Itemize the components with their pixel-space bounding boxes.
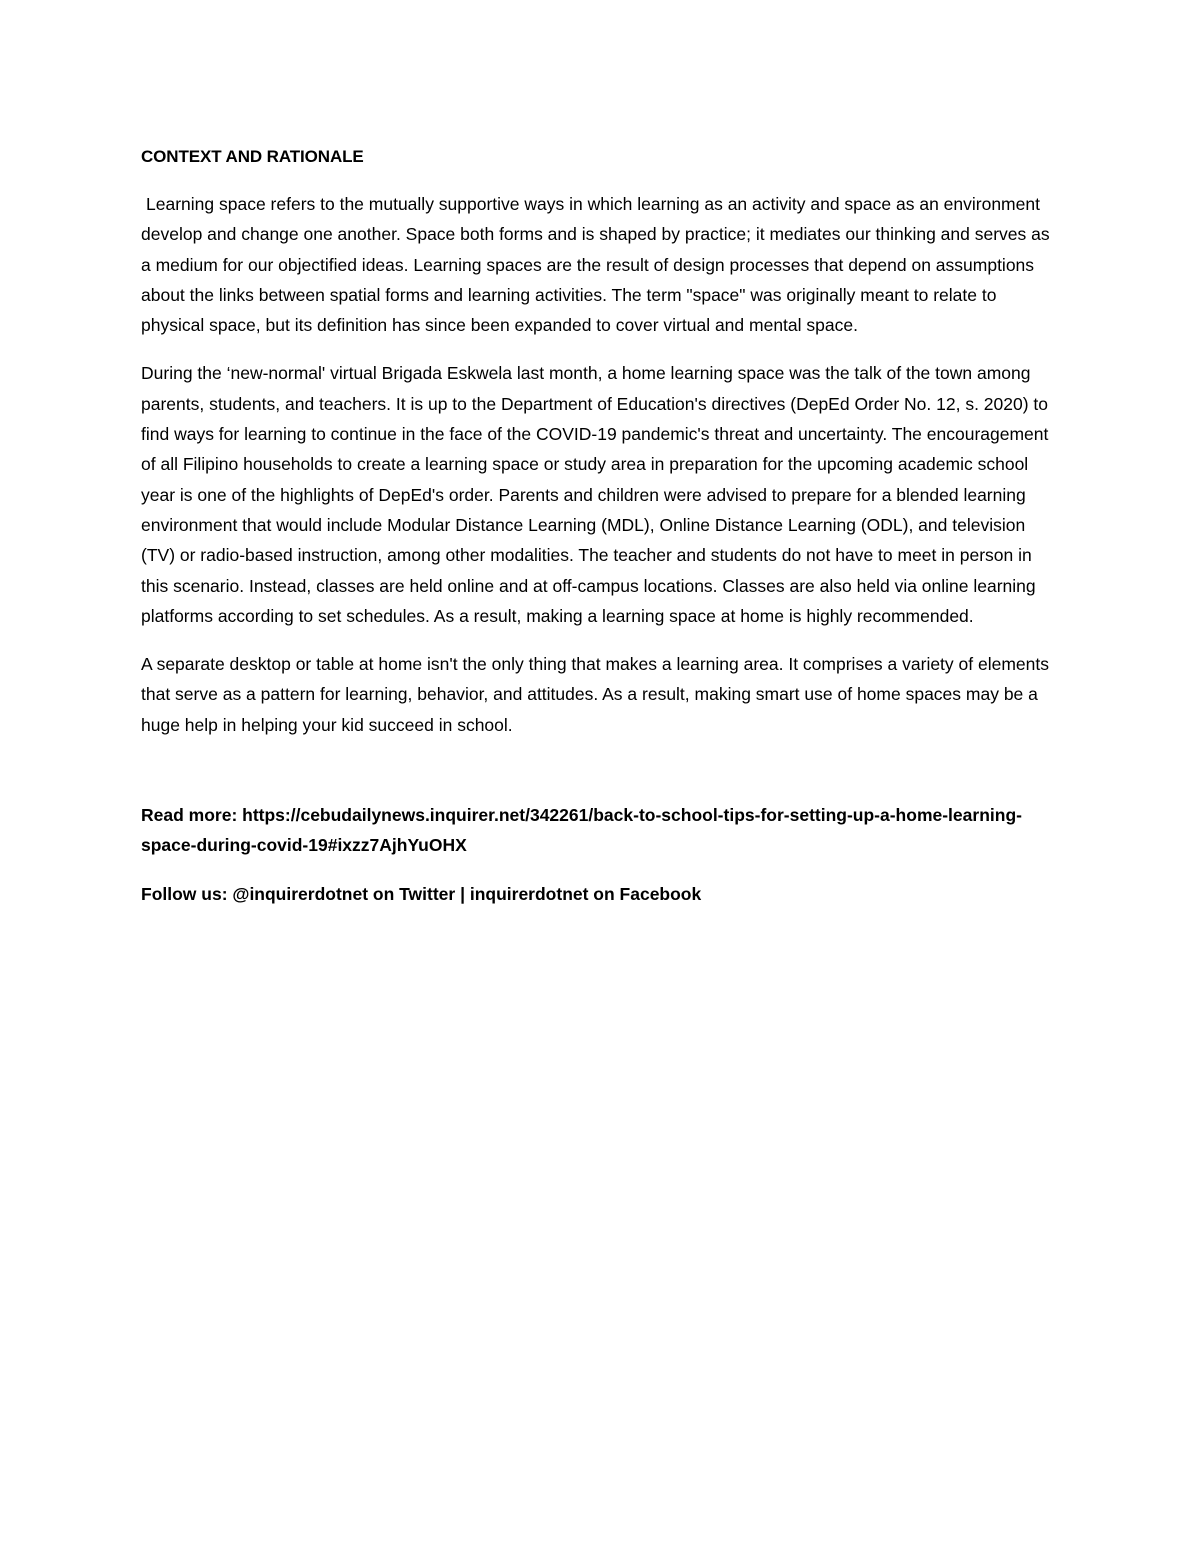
paragraph-learning-area: A separate desktop or table at home isn't the only thing that makes a learning area. It comprises a variety of elements that serve as a pattern for learning, behavior, and attitudes. As a result, making smart use of home spaces may be a huge help in helping your kid succeed in school. [141, 654, 1050, 735]
document-body [141, 143, 1061, 909]
section-heading: CONTEXT AND RATIONALE [141, 147, 364, 166]
paragraph-brigada-eskwela: During the ‘new-normal' virtual Brigada Eskwela last month, a home learning space was the talk of the town among parents, students, and teachers. It is up to the Department of Education's directives (DepEd Order No. 12, s. 2020) to find ways for learning to continue in the face of the COVID-19 pandemic's threat and uncertainty. The encouragement of all Filipino households to create a learning space or study area in preparation for the upcoming academic school year is one of the highlights of DepEd's order. Parents and children were advised to prepare for a blended learning environment that would include Modular Distance Learning (MDL), Online Distance Learning (ODL), and television (TV) or radio-based instruction, among other modalities. The teacher and students do not have to meet in person in this scenario. Instead, classes are held online and at off-campus locations. Classes are also held via online learning platforms according to set schedules. As a result, making a learning space at home is highly recommended. [141, 363, 1049, 626]
spacer [141, 758, 1061, 800]
follow-us-line: Follow us: @inquirerdotnet on Twitter | inquirerdotnet on Facebook [141, 883, 702, 904]
read-more-link[interactable]: Read more: https://cebudailynews.inquirer.net/342261/back-to-school-tips-for-setting-up-a-home-learning-space-during-covid-19#ixzz7AjhYuOHX [141, 805, 1022, 856]
paragraph-learning-space-definition: Learning space refers to the mutually supportive ways in which learning as an activity and space as an environment develop and change one another. Space both forms and is shaped by practice; it mediates our thinking and serves as a medium for our objectified ideas. Learning spaces are the result of design processes that depend on assumptions about the links between spatial forms and learning activities. The term "space" was originally meant to relate to physical space, but its definition has since been expanded to cover virtual and mental space. [141, 194, 1050, 336]
